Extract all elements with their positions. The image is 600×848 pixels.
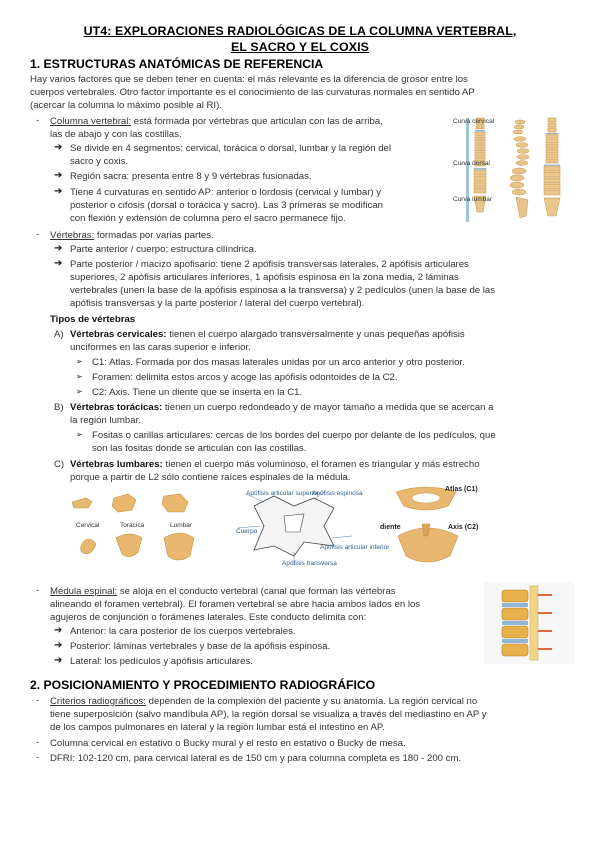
criterios-line-2: tiene superposición (salvo mandíbula AP), la región dorsal se visualiza a través del mediastino en AP y — [50, 709, 487, 720]
criterios-text-1: dependen de la complexión del paciente y su anatomía. La región cervical no — [145, 696, 478, 707]
tipo-b-line-1 — [70, 401, 493, 414]
tipo-b-line-2: la región lumbar. — [70, 415, 141, 426]
criterios-term: Criterios radiográficos: — [50, 696, 146, 707]
tipo-c-line-1 — [70, 458, 480, 471]
dfri-line: DFRI: 102-120 cm, para cervical lateral es de 150 cm y para columna completa es 180 - 200 cm. — [50, 753, 462, 764]
tipo-b-sub-1-line-2: son las fositas donde se articulan con las costillas. — [92, 443, 307, 454]
spine-front-view — [466, 118, 469, 222]
columna-text-1: está formada por vértebras que articulan con las de arriba, — [131, 116, 383, 127]
tipo-a-text-1: tienen el cuerpo alargado transversalmente y unas pequeñas apófisis — [166, 329, 465, 340]
tipo-c-text-1: tienen el cuerpo más voluminoso, el foramen es triangular y más estrecho — [162, 459, 480, 470]
vertebras-b2-line-1: Parte posterior / macizo apofisario: tiene 2 apófisis transversas laterales, 2 apófisis articulares — [70, 259, 469, 270]
vertebras-b2-line-4: apófisis transversas y la parte posterior / lateral del cuerpo vertebral). — [70, 298, 365, 309]
label-diente: diente — [380, 524, 401, 531]
criterios-line-3: de los campos pulmonares en lateral y la región lumbar está el intestino en AP. — [50, 722, 385, 733]
diagram-label-articular-inferior: Apófisis articular inferior — [320, 544, 390, 551]
medula-line-1 — [50, 585, 396, 598]
medula-term: Médula espinal: — [50, 586, 118, 597]
tipo-c-term: Vértebras lumbares: — [70, 459, 163, 470]
label-axis: Axis (C2) — [448, 524, 479, 531]
triangle-arrow-icon: ➢ — [76, 387, 83, 396]
medula-line-2: alineando el foramen vertebral). El foramen vertebral se abre hacia ambos lados en los — [50, 599, 421, 610]
columna-line-2: las de abajo y con las costillas. — [50, 129, 182, 140]
diagram-label-articular-superior: Apófisis articular superior — [246, 490, 319, 497]
triangle-arrow-icon: ➢ — [76, 430, 83, 439]
diagram-label-espinosa: Apófisis espinosa — [312, 490, 363, 497]
columna-term: Columna vertebral: — [50, 116, 132, 127]
section-2-heading: 2. POSICIONAMIENTO Y PROCEDIMIENTO RADIOGRÁFICO — [30, 678, 376, 692]
tipo-a-term: Vértebras cervicales: — [70, 329, 167, 340]
tipo-b-text-1: tienen un cuerpo redondeado y de mayor tamaño a medida que se acercan a — [162, 402, 494, 413]
columna-b3-line-1: Tiene 4 curvaturas en sentido AP: anterior o lordosis (cervical y lumbar) y — [70, 187, 382, 198]
tipo-a-sub-2: Foramen: delimita estos arcos y acoge las apófisis odontoides de la C2. — [92, 372, 398, 383]
intro-line-3: (acercar la columna lo máximo posible al RI). — [30, 100, 222, 111]
title-line-2: EL SACRO Y EL COXIS — [230, 40, 369, 54]
columna-b3-line-2: posterior o cifosis (dorsal o torácica y sacro). Las 3 primeras se modifican — [70, 200, 383, 211]
arrow-icon: ➔ — [54, 170, 63, 181]
bullet-dash: - — [36, 229, 40, 240]
medula-line-3: agujeros de conjunción o forámenes laterales. Este conducto delimita con: — [50, 612, 367, 623]
tipo-b-letter: B) — [54, 402, 64, 413]
columna-b1-line-2: sacro y coxis. — [70, 156, 129, 167]
criterios-line-1 — [50, 695, 477, 708]
medula-text-1: se aloja en el conducto vertebral (canal que forman las vértebras — [117, 586, 396, 597]
arrow-icon: ➔ — [54, 640, 63, 651]
medula-b1: Anterior: la cara posterior de los cuerpos vertebrales. — [70, 626, 296, 637]
triangle-arrow-icon: ➢ — [76, 372, 83, 381]
medula-b2: Posterior: láminas vertebrales y base de la apófisis espinosa. — [70, 641, 331, 652]
bullet-dash: - — [36, 585, 40, 596]
columna-b2: Región sacra: presenta entre 8 y 9 vértebras fusionadas. — [70, 171, 312, 182]
vertebras-term: Vértebras: — [50, 230, 95, 241]
tipo-a-sub-1: C1: Atlas. Formada por dos masas laterales unidas por un arco anterior y otro posterior. — [92, 357, 465, 368]
tipos-heading: Tipos de vértebras — [50, 314, 136, 325]
triangle-arrow-icon: ➢ — [76, 357, 83, 366]
label-atlas: Atlas (C1) — [445, 486, 478, 493]
arrow-icon: ➔ — [54, 258, 63, 269]
label-toracica: Torácica — [120, 522, 145, 529]
columna-line-1 — [50, 115, 383, 128]
spine-label-dorsal: Curva dorsal — [453, 160, 490, 167]
vertebra-types-figure — [66, 488, 226, 572]
tipo-a-line-2: unciformes en las caras superior e inferior. — [70, 342, 251, 353]
medula-b3: Lateral: los pedículos y apófisis articulares. — [70, 656, 253, 667]
vertebras-line — [50, 229, 214, 242]
title-line-1: UT4: EXPLORACIONES RADIOLÓGICAS DE LA COLUMNA VERTEBRAL, — [83, 24, 517, 38]
bullet-dash: - — [36, 115, 40, 126]
arrow-icon: ➔ — [54, 186, 63, 197]
bullet-dash: - — [36, 695, 40, 706]
tipo-b-sub-1-line-1: Fositas o carillas articulares: cercas de los bordes del cuerpo por delante de los pedículos, que — [92, 430, 496, 441]
columna-b1-line-1: Se divide en 4 segmentos: cervical, torácica o dorsal, lumbar y la región del — [70, 143, 392, 154]
tipo-a-sub-3: C2: Axis. Tiene un diente que se inserta en la C1. — [92, 387, 303, 398]
vertebras-b2-line-3: vertebrales (unen la base de la apófisis espinosa a la transversa) y 2 pedículos (unen la base de las — [70, 285, 496, 296]
section-1-heading: 1. ESTRUCTURAS ANATÓMICAS DE REFERENCIA — [30, 57, 324, 71]
vertebras-text: formadas por varias partes. — [94, 230, 214, 241]
spine-label-lumbar: Curva lumbar — [453, 196, 493, 203]
tipo-c-line-2: porque a partir de L2 sólo contiene raíces espinales de la médula. — [70, 472, 351, 483]
diagram-label-cuerpo: Cuerpo — [236, 528, 258, 535]
intro-line-2: cuerpos vertebrales. Otro factor importante es el conocimiento de las curvaturas normales en sentido AP — [30, 87, 475, 98]
tipo-c-letter: C) — [54, 459, 65, 470]
tipo-b-term: Vértebras torácicas: — [70, 402, 163, 413]
label-lumbar: Lumbar — [170, 522, 193, 529]
bullet-dash: - — [36, 752, 40, 763]
spine-column-figure — [448, 112, 588, 232]
columna-b3-line-3: con flexión y extensión de columna pero el sacro permanece fijo. — [70, 213, 346, 224]
vertebra-diagram-figure — [234, 486, 364, 568]
tipo-a-letter: A) — [54, 329, 64, 340]
arrow-icon: ➔ — [54, 655, 63, 666]
arrow-icon: ➔ — [54, 625, 63, 636]
arrow-icon: ➔ — [54, 142, 63, 153]
spine-label-cervical: Curva cervical — [453, 118, 495, 125]
vertebras-b2-line-2: superiores, 2 apófisis articulares inferiores, 1 apófisis espinosa en la zona media, 2 láminas — [70, 272, 459, 283]
intro-line-1: Hay varios factores que se deben tener en cuenta: el más relevante es la diferencia de grosor entre los — [30, 74, 468, 85]
arrow-icon: ➔ — [54, 243, 63, 254]
bullet-dash: - — [36, 737, 40, 748]
diagram-label-transversa: Apófisis transversa — [282, 560, 337, 567]
tipo-a-line-1 — [70, 328, 465, 341]
spinal-cord-figure — [484, 582, 574, 664]
columna-cervical-line: Columna cervical en estativo o Bucky mural y el resto en estativo o Bucky de mesa. — [50, 738, 406, 749]
vertebras-b1: Parte anterior / cuerpo: estructura cilíndrica. — [70, 244, 257, 255]
label-cervical: Cervical — [76, 522, 100, 529]
